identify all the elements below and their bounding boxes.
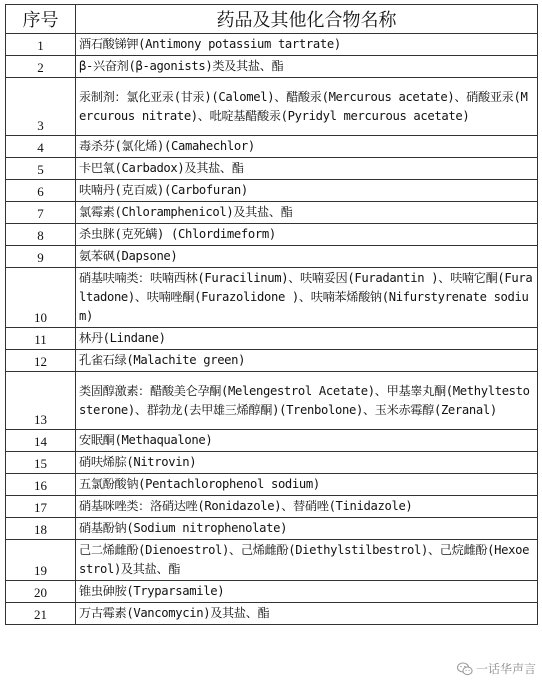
table-row [6, 581, 538, 603]
compound-name: 硝呋烯腙(Nitrovin) [76, 452, 538, 474]
table-row [6, 518, 538, 540]
header-no: 序号 [6, 5, 76, 34]
row-number: 12 [6, 350, 76, 372]
compound-name: 硝基酚钠(Sodium nitrophenolate) [76, 518, 538, 540]
table-row [6, 158, 538, 180]
row-number: 19 [6, 540, 76, 581]
compound-name: 汞制剂：氯化亚汞(甘汞)(Calomel)、醋酸汞(Mercurous acetate)、硝酸亚汞(Mercurous nitrate)、吡啶基醋酸汞(Pyridyl mercurous acetate) [76, 78, 538, 136]
compound-name: β-兴奋剂(β-agonists)类及其盐、酯 [76, 56, 538, 78]
compound-name: 类固醇激素：醋酸美仑孕酮(Melengestrol Acetate)、甲基睾丸酮(Methyltestosterone)、群勃龙(去甲雄三烯醇酮)(Trenbolone)、玉米赤霉醇(Zeranal) [76, 372, 538, 430]
table-header-row [6, 5, 538, 34]
row-number: 17 [6, 496, 76, 518]
table-row [6, 180, 538, 202]
table-row [6, 224, 538, 246]
compound-name: 氯霉素(Chloramphenicol)及其盐、酯 [76, 202, 538, 224]
table-row [6, 452, 538, 474]
row-number: 21 [6, 603, 76, 625]
row-number: 9 [6, 246, 76, 268]
row-number: 7 [6, 202, 76, 224]
compound-name: 己二烯雌酚(Dienoestrol)、己烯雌酚(Diethylstilbestrol)、己烷雌酚(Hexoestrol)及其盐、酯 [76, 540, 538, 581]
wechat-icon [457, 662, 473, 676]
watermark-text: 一话华声言 [475, 662, 536, 676]
row-number: 20 [6, 581, 76, 603]
row-number: 16 [6, 474, 76, 496]
compound-name: 酒石酸锑钾(Antimony potassium tartrate) [76, 34, 538, 56]
table-row [6, 136, 538, 158]
row-number: 4 [6, 136, 76, 158]
row-number: 2 [6, 56, 76, 78]
table-row [6, 430, 538, 452]
compound-name: 杀虫脒(克死螨) (Chlordimeform) [76, 224, 538, 246]
compound-name: 卡巴氧(Carbadox)及其盐、酯 [76, 158, 538, 180]
compound-name: 氨苯砜(Dapsone) [76, 246, 538, 268]
drug-table [5, 4, 538, 625]
compound-name: 五氯酚酸钠(Pentachlorophenol sodium) [76, 474, 538, 496]
row-number: 5 [6, 158, 76, 180]
table-row [6, 56, 538, 78]
compound-name: 安眠酮(Methaqualone) [76, 430, 538, 452]
compound-name: 硝基呋喃类：呋喃西林(Furacilinum)、呋喃妥因(Furadantin )、呋喃它酮(Furaltadone)、呋喃唑酮(Furazolidone )、呋喃苯烯酸钠(Nifurstyrenate sodium) [76, 268, 538, 328]
row-number: 11 [6, 328, 76, 350]
table-row [6, 328, 538, 350]
table-row [6, 34, 538, 56]
table-row [6, 350, 538, 372]
row-number: 10 [6, 268, 76, 328]
table-row [6, 603, 538, 625]
row-number: 1 [6, 34, 76, 56]
row-number: 18 [6, 518, 76, 540]
header-name: 药品及其他化合物名称 [76, 5, 538, 34]
row-number: 14 [6, 430, 76, 452]
compound-name: 呋喃丹(克百威)(Carbofuran) [76, 180, 538, 202]
table-row [6, 540, 538, 581]
row-number: 3 [6, 78, 76, 136]
table-row [6, 372, 538, 430]
table-row [6, 202, 538, 224]
table-row [6, 474, 538, 496]
compound-name: 林丹(Lindane) [76, 328, 538, 350]
table-row [6, 246, 538, 268]
row-number: 13 [6, 372, 76, 430]
row-number: 8 [6, 224, 76, 246]
row-number: 15 [6, 452, 76, 474]
compound-name: 锥虫砷胺(Tryparsamile) [76, 581, 538, 603]
compound-name: 孔雀石绿(Malachite green) [76, 350, 538, 372]
compound-name: 万古霉素(Vancomycin)及其盐、酯 [76, 603, 538, 625]
table-row [6, 268, 538, 328]
table-row [6, 496, 538, 518]
watermark [457, 660, 536, 677]
row-number: 6 [6, 180, 76, 202]
table-row [6, 78, 538, 136]
compound-name: 毒杀芬(氯化烯)(Camahechlor) [76, 136, 538, 158]
compound-name: 硝基咪唑类：洛硝达唑(Ronidazole)、替硝唑(Tinidazole) [76, 496, 538, 518]
